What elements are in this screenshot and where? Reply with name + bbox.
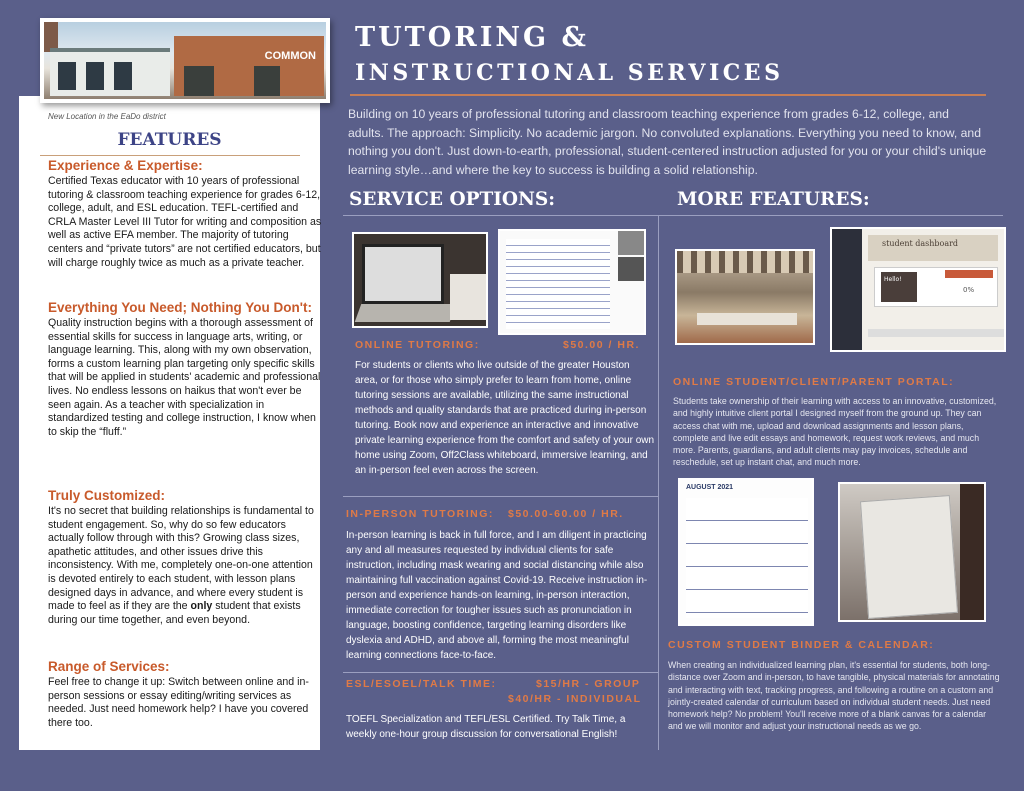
- title-divider: [350, 94, 986, 96]
- calendar-month: AUGUST 2021: [686, 484, 734, 491]
- office-photo: [675, 249, 815, 345]
- feature-experience: [48, 158, 322, 270]
- calendar-photo: [678, 478, 814, 626]
- esl-price-individual: $40/HR - INDIVIDUAL: [508, 693, 642, 705]
- portal-screen-title: student dashboard: [882, 239, 959, 248]
- feature-body: Feel free to change it up: Switch between online and in-person sessions or essay editing/writing services as needed. Just need homework help? I have you covered there too.: [48, 676, 309, 729]
- feature-everything: [48, 300, 322, 439]
- portal-label: ONLINE STUDENT/CLIENT/PARENT PORTAL:: [673, 376, 955, 388]
- portal-screen-hello: Hello!: [884, 276, 902, 283]
- online-tutoring-body: For students or clients who live outside of the greater Houston area, or for those who simply prefer to learn from home, online tutoring sessions are available, utilizing the same instructional methods and quality standards that are practiced during in-person tutoring. Book now and experience an interactive and innovative private learning experience from the comfort and safety of your own home using Zoom, Off2Class whiteboard, immersive learning, and an in-person feel even across the screen.: [355, 360, 655, 476]
- feature-body: Quality instruction begins with a thorough assessment of essential skills for success in language arts, writing, or language learning. This, along with my own observation, forms a custom learning plan targeting only specific skills that will be applied in students' academic and professional lives. No endless lessons on haikus that won't ever be seen again. As a teacher with specialization in standardized testing and college instruction, I know when to skip the “fluff.”: [48, 317, 321, 438]
- in-person-tutoring-body: In-person learning is back in full force, and I am diligent in practicing any and all measures requested by individual clients for safe instruction, including mask wearing and social distancing while also maintaining full vaccination against Covid-19. Receive instruction in-person and experience hands-on learning, in-person interaction, immediate correction for tougher issues such as pronunciation in language, boosting confidence, targeting learning disorders like dyslexia and ADHD, and above all, forming the most meaningful learning connections face-to-face.: [346, 530, 648, 661]
- in-person-tutoring-price: $50.00-60.00 / HR.: [508, 508, 624, 520]
- location-photo: [40, 18, 330, 103]
- online-tutoring-label: ONLINE TUTORING:: [355, 339, 480, 351]
- esl-label: ESL/ESOEL/TALK TIME:: [346, 678, 497, 690]
- features-title: FEATURES: [117, 130, 222, 150]
- feature-heading: Everything You Need; Nothing You Don't:: [48, 300, 312, 315]
- service-options-title: SERVICE OPTIONS:: [349, 189, 556, 210]
- row-divider: [343, 496, 658, 497]
- esl-price-group: $15/HR - GROUP: [536, 678, 641, 690]
- portal-body: Students take ownership of their learning with access to an innovative, customized, and highly intuitive client portal I designed myself from the ground up. They can access chat with me, upload and download assignments and lesson plans, complete and live edit essays and homework, request work reviews, and much more. Parents, guardians, and adult clients may pay invoices, schedule and reschedule, set up instant chat, and much more.: [673, 396, 997, 468]
- portal-screen-percent: 0%: [963, 286, 975, 294]
- emphasis-only: only: [190, 600, 213, 613]
- laptop-photo: [352, 232, 488, 328]
- whiteboard-screenshot: [498, 229, 646, 335]
- column-divider: [658, 215, 659, 750]
- features-divider: [40, 155, 300, 156]
- feature-body: Certified Texas educator with 10 years of professional tutoring & classroom teaching experience for grades 6-12, college, adult, and ESL education. TEFL-certified and CRLA Master Level III Tutor for writing and composition as well as active EFA member. The majority of tutoring centers and “private tutors” are not certified educators, but will charge roughly twice as much as a private teacher.: [48, 175, 322, 269]
- intro-paragraph: Building on 10 years of professional tutoring and classroom teaching experience from grades 6-12, college, and adults. The approach: Simplicity. No academic jargon. No convoluted explanations. Everything you need to know, and nothing you don't. Just down-to-earth, professional, student-centered instruction adjusted for you or your child's unique learning style…and where the key to success is building a solid relationship.: [348, 107, 987, 177]
- page-title-line2: INSTRUCTIONAL SERVICES: [355, 60, 784, 86]
- portal-screenshot: [830, 227, 1006, 352]
- binder-label: CUSTOM STUDENT BINDER & CALENDAR:: [668, 639, 935, 651]
- more-features-title: MORE FEATURES:: [677, 189, 870, 210]
- binder-photo: [838, 482, 986, 622]
- photo-caption: New Location in the EaDo district: [48, 112, 166, 121]
- feature-heading: Truly Customized:: [48, 488, 166, 503]
- section-divider: [343, 215, 1003, 216]
- feature-heading: Range of Services:: [48, 659, 170, 674]
- in-person-tutoring-label: IN-PERSON TUTORING:: [346, 508, 494, 520]
- photo-sign: COMMON: [264, 50, 316, 62]
- online-tutoring-price: $50.00 / HR.: [563, 339, 640, 351]
- feature-range: [48, 659, 322, 730]
- page-title-line1: TUTORING &: [355, 22, 589, 53]
- binder-body: When creating an individualized learning plan, it's essential for students, both long-distance over Zoom and in-person, to have tangible, physical materials for annotating and interacting with text, tracking progress, and following a routine on a custom and jointly-created calendar of curriculum based on individual student needs. Just need homework help? No problem! You'll receive more of a blank canvas for a calendar and we will monitor and adjust your instructional needs as we go.: [668, 660, 1000, 732]
- row-divider: [343, 672, 658, 673]
- feature-heading: Experience & Expertise:: [48, 158, 203, 173]
- feature-customized: [48, 488, 322, 627]
- esl-body: TOEFL Specialization and TEFL/ESL Certified. Try Talk Time, a weekly one-hour group discussion for conversational English!: [346, 714, 626, 740]
- feature-body: It's no secret that building relationships is fundamental to student engagement. So, why do so few educators actually follow through with this? Growing class sizes, apathetic attitudes, and other issues drive this inconsistency. With me, completely one-on-one attention is devoted entirely to each student, with lesson plans designed days in advance, and where every student is made to feel as if they are the only student that exists during our time together, and even beyond.: [48, 505, 314, 626]
